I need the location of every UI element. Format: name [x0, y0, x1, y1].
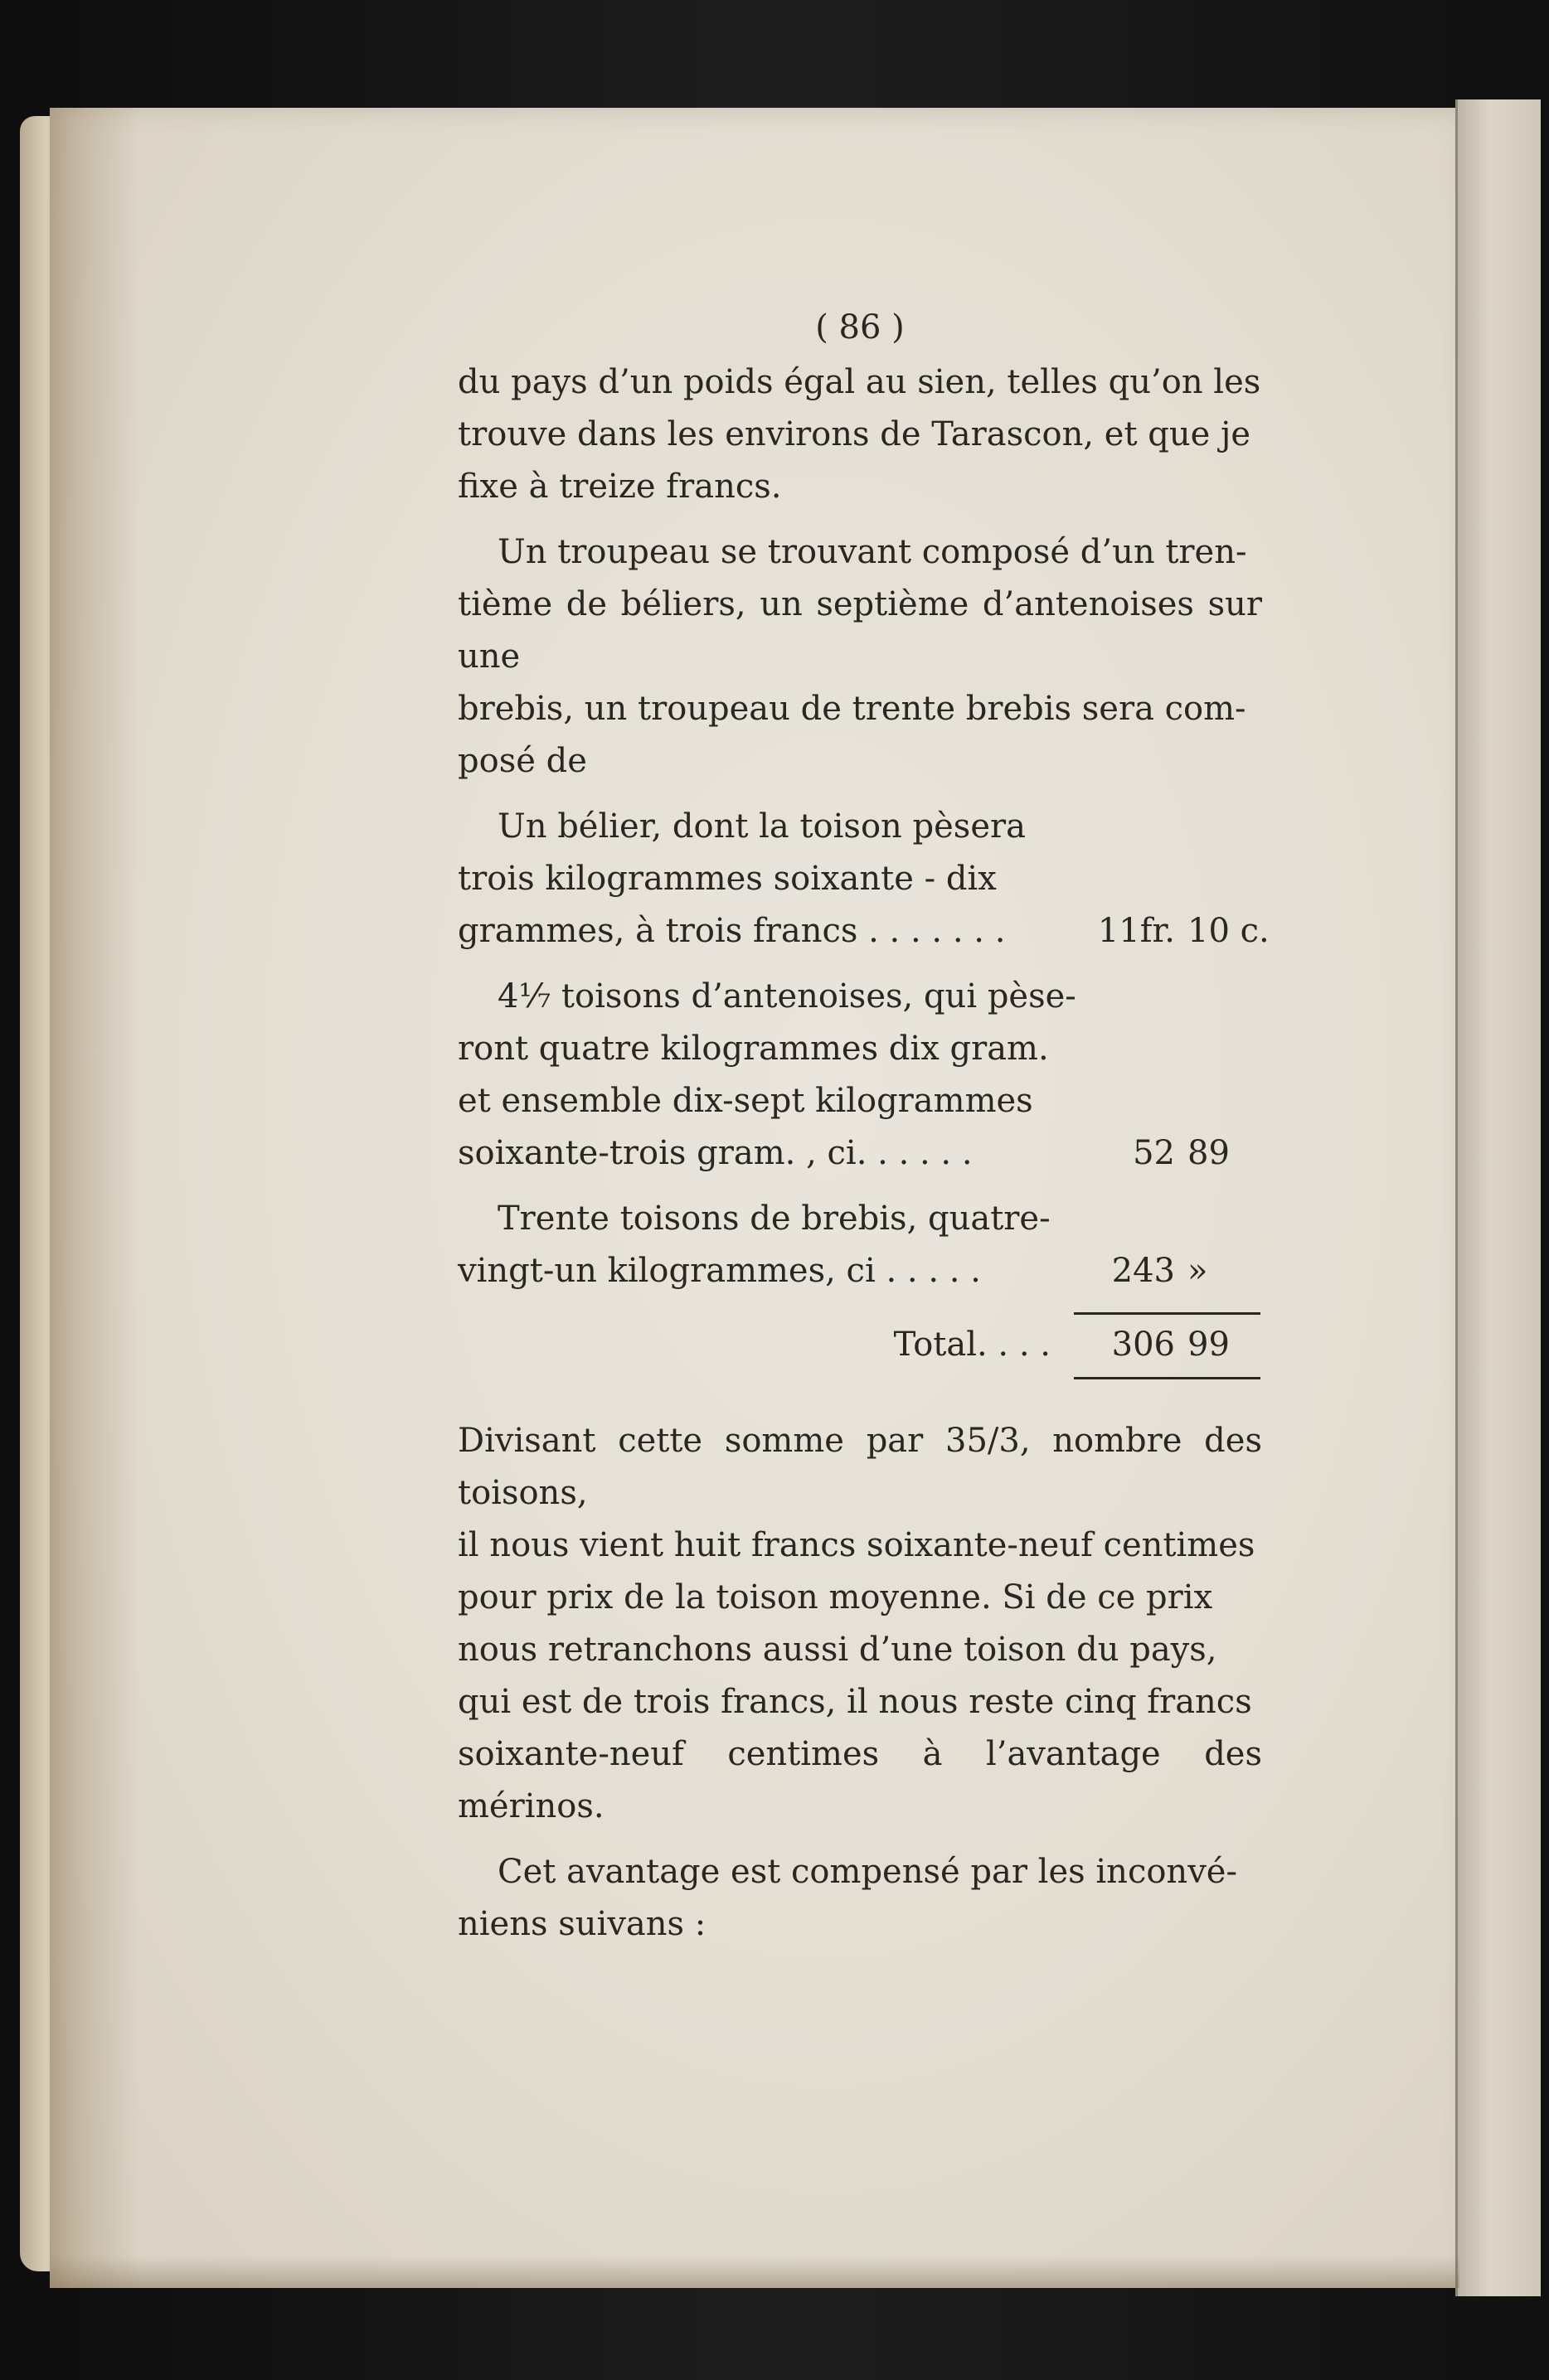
account-entry-description: [458, 801, 1038, 957]
total-rule-top: [1074, 1312, 1260, 1315]
account-total-row: [458, 1309, 1262, 1384]
total-centimes: 99: [1187, 1326, 1230, 1364]
text-line: trois kilogrammes soixante - dix: [458, 860, 997, 898]
text-line: ront quatre kilogrammes dix gram.: [458, 1030, 1049, 1068]
text-line: Un bélier, dont la toison pèsera: [498, 807, 1026, 846]
text-line: trouve dans les environs de Tarascon, et que je: [458, 415, 1251, 453]
text-line: qui est de trois francs, il nous reste cinq francs: [458, 1683, 1252, 1721]
text-line: Divisant cette somme par 35/3, nombre des toisons,: [458, 1422, 1262, 1512]
text-line: vingt-un kilogrammes, ci . . . . .: [458, 1252, 981, 1290]
total-francs: 306: [1111, 1326, 1175, 1364]
text-line: il nous vient huit francs soixante-neuf centimes: [458, 1526, 1255, 1564]
total-rule-bottom: [1074, 1377, 1260, 1379]
page-text-block: [458, 298, 1270, 1951]
text-line: posé de: [458, 742, 587, 780]
text-line: soixante-neuf centimes à l’avantage des mérinos.: [458, 1735, 1262, 1825]
page-bottom-shadow: [50, 2255, 1459, 2288]
text-line: niens suivans :: [458, 1905, 707, 1943]
gutter-shadow: [50, 108, 141, 2288]
flock-composition-paragraph: [458, 526, 1262, 788]
text-line: nous retranchons aussi d’une toison du pays,: [458, 1631, 1217, 1669]
text-line: tième de béliers, un septième d’antenoises sur une: [458, 585, 1262, 676]
facing-page-edge: [1455, 99, 1541, 2296]
amount-centimes: 10 c.: [1187, 912, 1270, 950]
text-line: grammes, à trois francs . . . . . . .: [458, 912, 1006, 950]
amount-francs: 52: [1133, 1134, 1175, 1172]
amount-francs: 11fr.: [1097, 912, 1175, 950]
page-number: ( 86 ): [815, 308, 905, 347]
text-line: brebis, un troupeau de trente brebis sera com-: [458, 690, 1246, 728]
account-entry-antenoises: [458, 971, 1262, 1180]
amount-centimes: »: [1187, 1252, 1208, 1290]
intro-paragraph: [458, 356, 1262, 513]
calculation-paragraph: [458, 1415, 1262, 1833]
total-label: Total. . . .: [893, 1326, 1051, 1364]
text-line: 4⅟₇ toisons d’antenoises, qui pèse-: [498, 977, 1076, 1015]
amount-centimes: 89: [1187, 1134, 1230, 1172]
account-entry-description: [458, 971, 1076, 1180]
amount-francs: 243: [1111, 1252, 1175, 1290]
account-entry-description: [458, 1193, 1051, 1297]
account-entry-ewes: [458, 1193, 1262, 1297]
text-line: du pays d’un poids égal au sien, telles qu’on les: [458, 363, 1261, 401]
text-line: Un troupeau se trouvant composé d’un tren-: [498, 533, 1247, 571]
text-line: pour prix de la toison moyenne. Si de ce prix: [458, 1578, 1213, 1617]
closing-paragraph: [458, 1846, 1262, 1951]
text-line: Trente toisons de brebis, quatre-: [498, 1200, 1051, 1238]
text-line: soixante-trois gram. , ci. . . . . .: [458, 1134, 973, 1172]
text-line: Cet avantage est compensé par les inconvé-: [498, 1853, 1237, 1891]
account-entry-ram: [458, 801, 1270, 957]
text-line: et ensemble dix-sept kilogrammes: [458, 1082, 1033, 1120]
text-line: fixe à treize francs.: [458, 468, 782, 506]
